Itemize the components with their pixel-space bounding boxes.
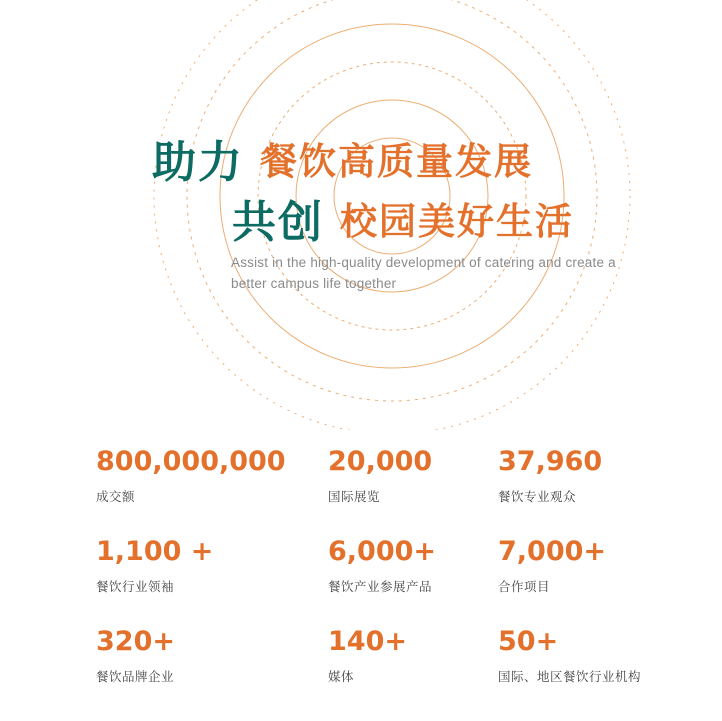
stat-value: 20,000 (328, 446, 433, 477)
stat-value: 320+ (96, 626, 175, 657)
stats-section (0, 432, 722, 721)
hero-subtitle: Assist in the high-quality development of catering and create a better campus life together (231, 255, 616, 291)
stat-item (328, 522, 498, 612)
stat-item (328, 432, 498, 522)
stat-item (498, 432, 722, 522)
stat-value: 7,000+ (498, 536, 607, 567)
stat-label: 餐饮专业观众 (498, 490, 577, 504)
stat-label: 餐饮产业参展产品 (328, 580, 433, 594)
headline-line-2 (232, 186, 574, 250)
stat-item (96, 522, 328, 612)
stat-value: 50+ (498, 626, 559, 657)
stat-item (498, 612, 722, 702)
stat-item (96, 612, 328, 702)
headline-line-1 (152, 126, 533, 190)
stat-label: 成交额 (96, 490, 136, 504)
stat-label: 国际展览 (328, 490, 381, 504)
stat-label: 媒体 (328, 670, 355, 684)
stat-value: 37,960 (498, 446, 603, 477)
stat-label: 餐饮品牌企业 (96, 670, 175, 684)
stat-item (498, 522, 722, 612)
headline-accent-1: 助力 (152, 137, 244, 188)
stat-value: 140+ (328, 626, 407, 657)
headline-main-2: 校园美好生活 (340, 200, 574, 243)
stats-grid (96, 432, 722, 702)
stat-label: 合作项目 (498, 580, 551, 594)
stat-label: 国际、地区餐饮行业机构 (498, 670, 642, 684)
stat-label: 餐饮行业领袖 (96, 580, 175, 594)
headline-main-1: 餐饮高质量发展 (260, 140, 533, 183)
stat-value: 800,000,000 (96, 446, 286, 477)
stat-value: 1,100 + (96, 536, 214, 567)
stat-item (96, 432, 328, 522)
stat-item (328, 612, 498, 702)
stat-value: 6,000+ (328, 536, 437, 567)
headline-accent-2: 共创 (232, 197, 324, 248)
